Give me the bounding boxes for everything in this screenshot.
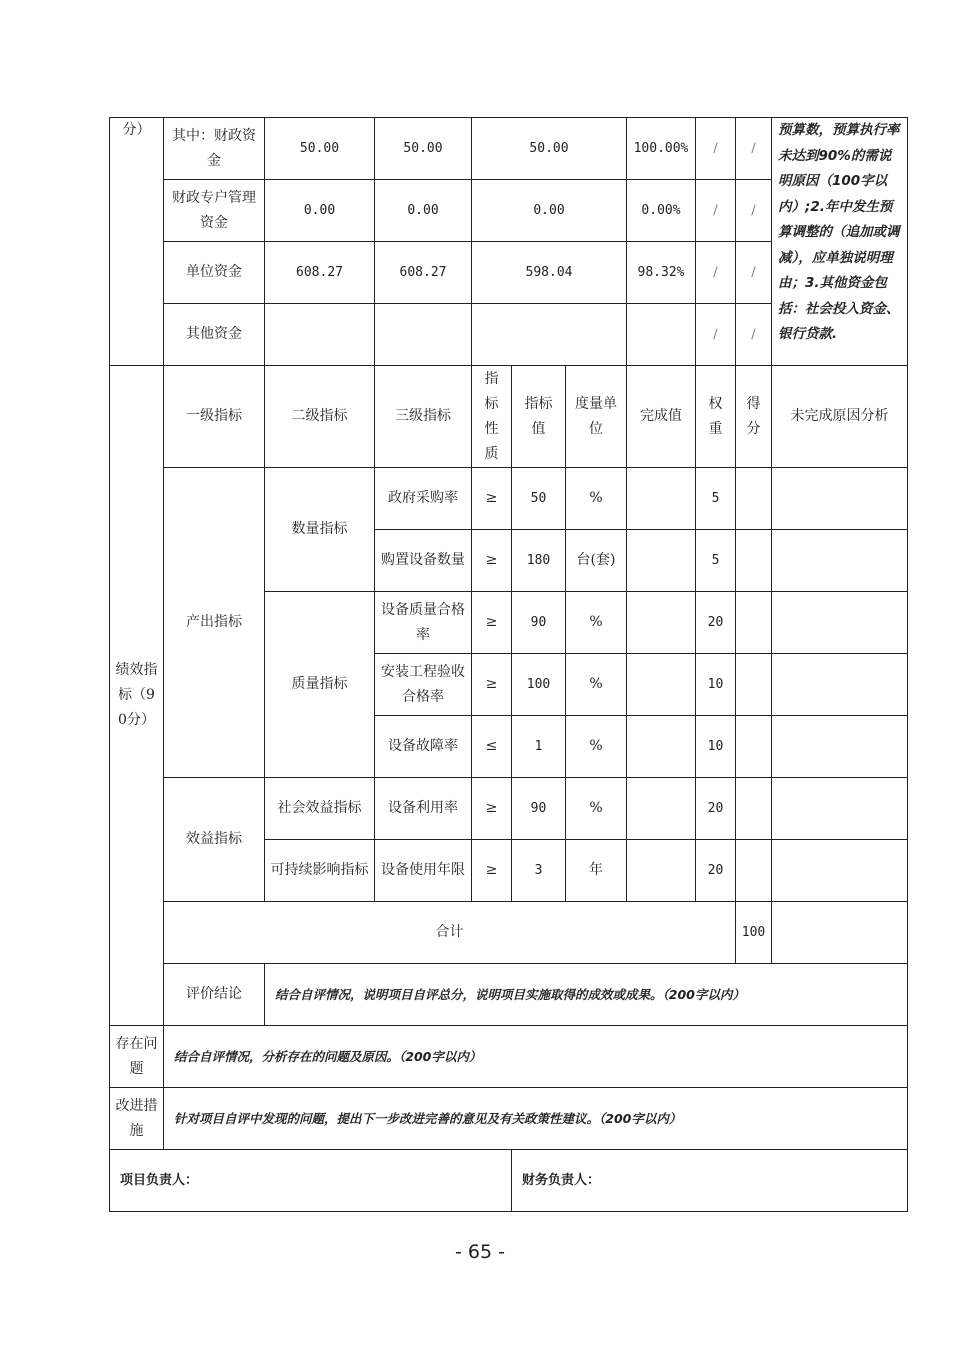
improve-label: 改进措施 — [110, 1088, 164, 1150]
indicator-reason — [772, 468, 908, 530]
quality-indicator-label: 质量指标 — [265, 592, 375, 778]
total-score — [772, 902, 908, 964]
indicator-done — [627, 654, 696, 716]
header-value: 指标值 — [512, 366, 566, 468]
na-mark: / — [736, 118, 772, 180]
funding-value — [265, 304, 375, 366]
indicator-done — [627, 716, 696, 778]
indicator-weight: 5 — [696, 530, 736, 592]
header-nature: 指标性质 — [472, 366, 512, 468]
indicator-score — [736, 716, 772, 778]
funding-row-fiscal — [110, 118, 908, 180]
performance-evaluation-table — [109, 117, 907, 1212]
improve-row — [110, 1088, 908, 1150]
na-mark: / — [736, 242, 772, 304]
indicator-operator: ≥ — [472, 840, 512, 902]
conclusion-label: 评价结论 — [164, 964, 265, 1026]
indicator-value: 50 — [512, 468, 566, 530]
indicator-unit: % — [566, 592, 627, 654]
funding-value — [472, 304, 627, 366]
header-score: 得分 — [736, 366, 772, 468]
indicator-value: 180 — [512, 530, 566, 592]
funding-source: 单位资金 — [164, 242, 265, 304]
indicator-done — [627, 530, 696, 592]
indicator-reason — [772, 654, 908, 716]
indicator-name: 设备利用率 — [375, 778, 472, 840]
output-indicator-label: 产出指标 — [164, 468, 265, 778]
funding-value: 598.04 — [472, 242, 627, 304]
project-lead-label: 项目负责人： — [110, 1150, 512, 1212]
indicator-unit: % — [566, 716, 627, 778]
header-weight: 权重 — [696, 366, 736, 468]
indicator-score — [736, 840, 772, 902]
indicator-name: 设备故障率 — [375, 716, 472, 778]
indicator-done — [627, 468, 696, 530]
social-indicator-label: 社会效益指标 — [265, 778, 375, 840]
indicator-value: 1 — [512, 716, 566, 778]
conclusion-row — [110, 964, 908, 1026]
indicator-reason — [772, 778, 908, 840]
indicator-weight: 20 — [696, 592, 736, 654]
execution-rate: 98.32% — [627, 242, 696, 304]
header-level1: 一级指标 — [164, 366, 265, 468]
indicator-row — [110, 778, 908, 840]
funding-value — [375, 304, 472, 366]
na-mark: / — [736, 304, 772, 366]
page-number: - 65 - — [455, 1241, 505, 1263]
na-mark: / — [696, 180, 736, 242]
indicator-weight: 5 — [696, 468, 736, 530]
funding-value: 608.27 — [265, 242, 375, 304]
signature-row — [110, 1150, 908, 1212]
indicator-done — [627, 592, 696, 654]
header-done: 完成值 — [627, 366, 696, 468]
total-label: 合计 — [164, 902, 736, 964]
indicator-name: 政府采购率 — [375, 468, 472, 530]
total-row — [110, 902, 908, 964]
indicator-operator: ≥ — [472, 530, 512, 592]
indicator-value: 100 — [512, 654, 566, 716]
improve-text: 针对项目自评中发现的问题，提出下一步改进完善的意见及有关政策性建议。（200字以内） — [164, 1088, 908, 1150]
header-level2: 二级指标 — [265, 366, 375, 468]
indicator-score — [736, 530, 772, 592]
indicator-name: 安装工程验收合格率 — [375, 654, 472, 716]
indicator-unit: % — [566, 468, 627, 530]
funding-note: 预算数，预算执行率未达到90%的需说明原因（100字以内）;2.年中发生预算调整的（追加或调减），应单独说明理由；3.其他资金包括：社会投入资金、银行贷款. — [772, 118, 908, 366]
problem-row — [110, 1026, 908, 1088]
indicator-operator: ≥ — [472, 654, 512, 716]
na-mark: / — [696, 304, 736, 366]
indicator-name: 购置设备数量 — [375, 530, 472, 592]
indicator-value: 90 — [512, 592, 566, 654]
header-unit: 度量单位 — [566, 366, 627, 468]
indicator-unit: 台(套) — [566, 530, 627, 592]
indicator-score — [736, 592, 772, 654]
indicator-value: 90 — [512, 778, 566, 840]
funding-value: 50.00 — [265, 118, 375, 180]
indicator-done — [627, 840, 696, 902]
sustain-indicator-label: 可持续影响指标 — [265, 840, 375, 902]
indicator-weight: 20 — [696, 840, 736, 902]
indicator-score — [736, 778, 772, 840]
funding-source: 其中：财政资金 — [164, 118, 265, 180]
benefit-indicator-label: 效益指标 — [164, 778, 265, 902]
funding-value: 50.00 — [375, 118, 472, 180]
header-level3: 三级指标 — [375, 366, 472, 468]
indicator-operator: ≤ — [472, 716, 512, 778]
funding-source: 财政专户管理资金 — [164, 180, 265, 242]
indicator-unit: % — [566, 778, 627, 840]
execution-rate: 100.00% — [627, 118, 696, 180]
na-mark: / — [736, 180, 772, 242]
quantity-indicator-label: 数量指标 — [265, 468, 375, 592]
indicator-done — [627, 778, 696, 840]
indicator-reason — [772, 716, 908, 778]
funding-value: 0.00 — [265, 180, 375, 242]
execution-rate — [627, 304, 696, 366]
problem-label: 存在问题 — [110, 1026, 164, 1088]
indicator-score — [736, 468, 772, 530]
indicator-reason — [772, 592, 908, 654]
indicator-weight: 10 — [696, 716, 736, 778]
na-mark: / — [696, 118, 736, 180]
indicator-unit: % — [566, 654, 627, 716]
conclusion-text: 结合自评情况，说明项目自评总分，说明项目实施取得的成效或成果。（200字以内） — [265, 964, 908, 1026]
indicator-operator: ≥ — [472, 468, 512, 530]
indicator-unit: 年 — [566, 840, 627, 902]
indicator-row — [110, 468, 908, 530]
indicator-reason — [772, 840, 908, 902]
indicator-reason — [772, 530, 908, 592]
indicator-header-row — [110, 366, 908, 468]
indicator-category-label: 绩效指标（90分） — [110, 366, 164, 1026]
indicator-name: 设备使用年限 — [375, 840, 472, 902]
indicator-operator: ≥ — [472, 778, 512, 840]
indicator-weight: 10 — [696, 654, 736, 716]
funding-value: 0.00 — [375, 180, 472, 242]
funding-value: 0.00 — [472, 180, 627, 242]
execution-rate: 0.00% — [627, 180, 696, 242]
funding-category-label: 分） — [110, 118, 164, 366]
indicator-operator: ≥ — [472, 592, 512, 654]
total-weight: 100 — [736, 902, 772, 964]
problem-text: 结合自评情况，分析存在的问题及原因。（200字以内） — [164, 1026, 908, 1088]
finance-lead-label: 财务负责人： — [512, 1150, 908, 1212]
na-mark: / — [696, 242, 736, 304]
funding-value: 50.00 — [472, 118, 627, 180]
funding-value: 608.27 — [375, 242, 472, 304]
indicator-name: 设备质量合格率 — [375, 592, 472, 654]
funding-source: 其他资金 — [164, 304, 265, 366]
header-reason: 未完成原因分析 — [772, 366, 908, 468]
indicator-score — [736, 654, 772, 716]
indicator-weight: 20 — [696, 778, 736, 840]
indicator-value: 3 — [512, 840, 566, 902]
